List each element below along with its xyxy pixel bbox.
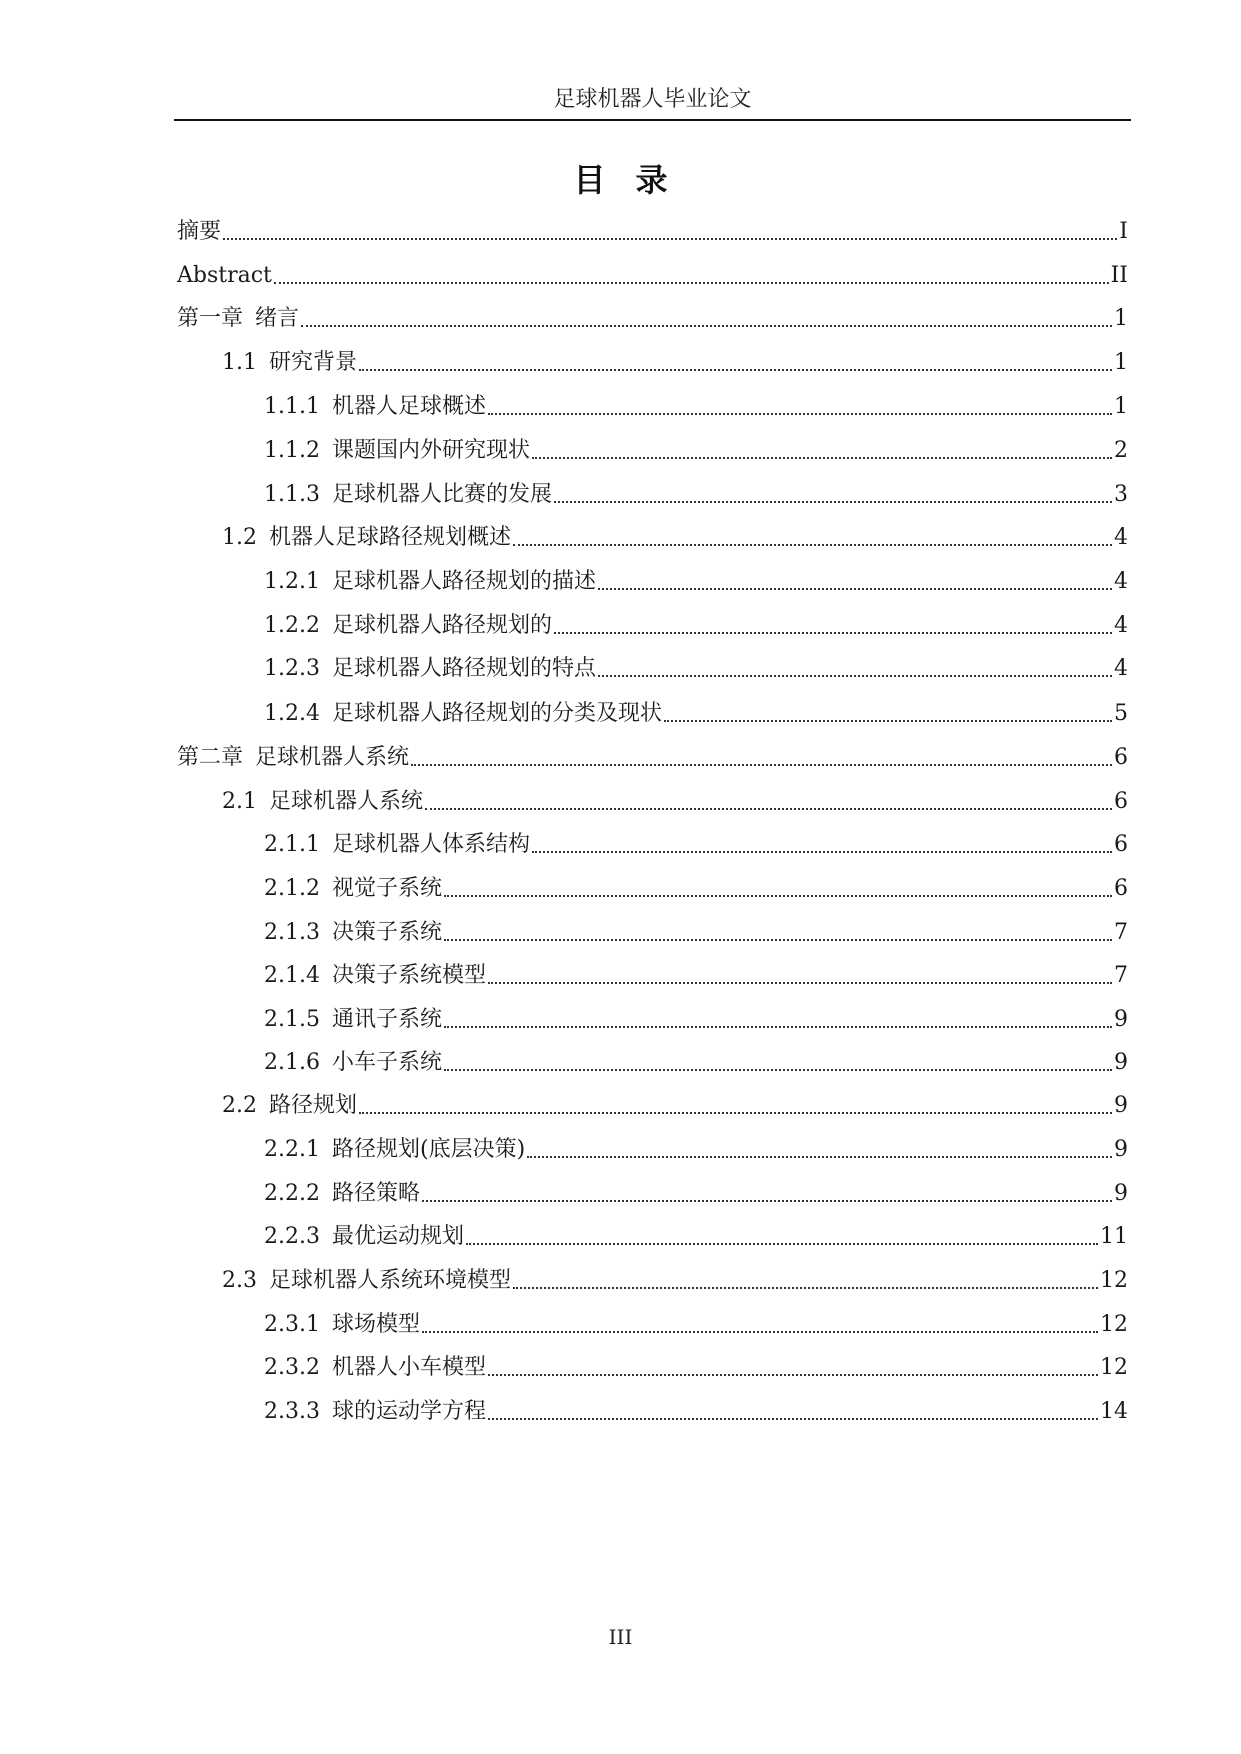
toc-dot-leader <box>444 875 1112 903</box>
toc-dot-leader <box>466 1223 1098 1251</box>
toc-dot-leader <box>488 1354 1098 1382</box>
toc-entry[interactable] <box>264 1305 1128 1339</box>
toc-dot-leader <box>554 481 1112 509</box>
toc-dot-leader <box>411 744 1112 772</box>
toc-entry[interactable] <box>264 1392 1128 1426</box>
toc-entry-number: 2.2 <box>222 1093 257 1118</box>
toc-dot-leader <box>444 919 1112 947</box>
toc-entry[interactable] <box>222 343 1128 377</box>
toc-entry-number: 2.1.6 <box>264 1050 320 1075</box>
toc-entry[interactable] <box>264 869 1128 903</box>
toc-entry-page: 9 <box>1114 1007 1128 1032</box>
toc-entry-number: 第一章 <box>177 306 244 331</box>
toc-entry-number: 2.2.3 <box>264 1224 320 1249</box>
toc-entry-title: 足球机器人系统 <box>255 745 410 770</box>
toc-dot-leader <box>359 1092 1112 1120</box>
toc-dot-leader <box>488 962 1112 990</box>
toc-entry-number: 2.3.1 <box>264 1312 320 1337</box>
toc-entry-number: 1.2.2 <box>264 613 320 638</box>
toc-dot-leader <box>488 393 1112 421</box>
toc-entry-page: I <box>1119 219 1128 244</box>
toc-entry-number: 1.2.1 <box>264 569 320 594</box>
toc-entry[interactable] <box>264 825 1128 859</box>
toc-entry-title: 足球机器人路径规划的分类及现状 <box>331 701 662 726</box>
toc-entry[interactable] <box>177 256 1128 290</box>
toc-entry-title: 足球机器人系统环境模型 <box>269 1268 512 1293</box>
toc-entry-number: 1.2.4 <box>264 701 320 726</box>
toc-entry-page: 9 <box>1114 1050 1128 1075</box>
toc-entry[interactable] <box>264 431 1128 465</box>
toc-entry-page: 12 <box>1100 1268 1128 1293</box>
toc-entry-page: 6 <box>1114 832 1128 857</box>
toc-entry-title: 决策子系统模型 <box>331 963 486 988</box>
toc-dot-leader <box>359 349 1112 377</box>
toc-entry-page: 4 <box>1114 569 1128 594</box>
toc-dot-leader <box>598 655 1112 683</box>
toc-entry-title: 通讯子系统 <box>331 1007 442 1032</box>
toc-entry[interactable] <box>264 606 1128 640</box>
toc-entry-page: 11 <box>1100 1224 1128 1249</box>
page-header: 足球机器人毕业论文 <box>553 87 752 112</box>
toc-dot-leader <box>223 218 1117 246</box>
toc-entry-page: 4 <box>1114 525 1128 550</box>
toc-entry-page: 9 <box>1114 1137 1128 1162</box>
toc-entry-title: 足球机器人路径规划的描述 <box>331 569 596 594</box>
toc-entry-title: 绪言 <box>255 306 300 331</box>
toc-entry-title: 路径规划(底层决策) <box>331 1137 526 1162</box>
toc-dot-leader <box>532 831 1112 859</box>
toc-dot-leader <box>664 700 1112 728</box>
toc-entry-number: 2.2.2 <box>264 1181 320 1206</box>
toc-dot-leader <box>532 437 1112 465</box>
toc-entry-title: 足球机器人系统 <box>269 789 424 814</box>
toc-entry[interactable] <box>222 1261 1128 1295</box>
toc-entry-page: 6 <box>1114 876 1128 901</box>
toc-entry-page: 6 <box>1114 789 1128 814</box>
toc-entry-title: 最优运动规划 <box>331 1224 464 1249</box>
toc-entry[interactable] <box>177 738 1128 772</box>
toc-entry-title: 机器人足球概述 <box>331 394 486 419</box>
toc-entry-title: 足球机器人体系结构 <box>331 832 530 857</box>
toc-entry-page: 2 <box>1114 438 1128 463</box>
toc-entry[interactable] <box>264 1130 1128 1164</box>
toc-entry[interactable] <box>264 562 1128 596</box>
toc-entry-number: 2.1.2 <box>264 876 320 901</box>
toc-dot-leader <box>301 305 1112 333</box>
toc-entry-page: 7 <box>1114 920 1128 945</box>
toc-entry-title: 足球机器人比赛的发展 <box>331 482 552 507</box>
toc-entry-page: 9 <box>1114 1181 1128 1206</box>
toc-dot-leader <box>422 1311 1098 1339</box>
toc-entry[interactable] <box>264 913 1128 947</box>
toc-entry-title: Abstract <box>177 263 272 288</box>
toc-entry-page: 12 <box>1100 1355 1128 1380</box>
toc-entry-page: 1 <box>1114 306 1128 331</box>
toc-entry-page: 5 <box>1114 701 1128 726</box>
toc-entry-number: 2.1.4 <box>264 963 320 988</box>
toc-entry-title: 路径规划 <box>269 1093 358 1118</box>
toc-entry-number: 第二章 <box>177 745 244 770</box>
toc-entry-title: 路径策略 <box>331 1181 420 1206</box>
toc-entry[interactable] <box>264 1174 1128 1208</box>
toc-dot-leader <box>513 1267 1098 1295</box>
toc-dot-leader <box>527 1136 1112 1164</box>
toc-entry-page: 9 <box>1114 1093 1128 1118</box>
toc-entry-page: 7 <box>1114 963 1128 988</box>
toc-entry-number: 1.2 <box>222 525 257 550</box>
toc-entry-number: 1.2.3 <box>264 656 320 681</box>
toc-entry-title: 决策子系统 <box>331 920 442 945</box>
toc-entry-title: 摘要 <box>177 219 222 244</box>
toc-entry-number: 2.1.3 <box>264 920 320 945</box>
toc-entry-number: 1.1.3 <box>264 482 320 507</box>
toc-entry-page: 6 <box>1114 745 1128 770</box>
toc-entry-title: 研究背景 <box>269 350 358 375</box>
toc-entry[interactable] <box>264 475 1128 509</box>
toc-entry-page: 3 <box>1114 482 1128 507</box>
toc-entry-number: 2.1.5 <box>264 1007 320 1032</box>
toc-dot-leader <box>598 568 1112 596</box>
toc-entry-title: 球的运动学方程 <box>331 1399 486 1424</box>
toc-entry-number: 2.2.1 <box>264 1137 320 1162</box>
toc-entry-title: 足球机器人路径规划的特点 <box>331 656 596 681</box>
toc-dot-leader <box>422 1180 1112 1208</box>
toc-entry-page: 4 <box>1114 613 1128 638</box>
toc-entry[interactable] <box>177 212 1128 246</box>
toc-entry-number: 2.1 <box>222 789 257 814</box>
toc-entry-title: 小车子系统 <box>331 1050 442 1075</box>
toc-entry[interactable] <box>222 518 1128 552</box>
toc-dot-leader <box>513 524 1112 552</box>
toc-entry[interactable] <box>222 1086 1128 1120</box>
toc-entry-number: 1.1.1 <box>264 394 320 419</box>
toc-entry-title: 机器人小车模型 <box>331 1355 486 1380</box>
toc-entry[interactable] <box>264 956 1128 990</box>
toc-dot-leader <box>488 1398 1098 1426</box>
toc-dot-leader <box>444 1006 1112 1034</box>
toc-entry-number: 2.3 <box>222 1268 257 1293</box>
toc-entry[interactable] <box>264 1043 1128 1077</box>
toc-entry-page: 4 <box>1114 656 1128 681</box>
toc-dot-leader <box>444 1049 1112 1077</box>
toc-entry-title: 课题国内外研究现状 <box>331 438 530 463</box>
toc-entry-page: 1 <box>1114 394 1128 419</box>
toc-entry-title: 视觉子系统 <box>331 876 442 901</box>
toc-entry-title: 机器人足球路径规划概述 <box>269 525 512 550</box>
page-number: III <box>608 1625 633 1649</box>
toc-entry[interactable] <box>264 694 1128 728</box>
toc-entry-number: 1.1.2 <box>264 438 320 463</box>
toc-entry-number: 2.3.3 <box>264 1399 320 1424</box>
toc-entry[interactable] <box>222 782 1128 816</box>
toc-entry-number: 1.1 <box>222 350 257 375</box>
toc-dot-leader <box>425 788 1112 816</box>
toc-entry-page: II <box>1110 263 1128 288</box>
toc-entry[interactable] <box>264 649 1128 683</box>
toc-entry[interactable] <box>264 1348 1128 1382</box>
toc-title: 目录 <box>573 161 698 199</box>
toc-entry-page: 14 <box>1100 1399 1128 1424</box>
toc-entry-title: 足球机器人路径规划的 <box>331 613 552 638</box>
toc-entry-number: 2.1.1 <box>264 832 320 857</box>
toc-entry-number: 2.3.2 <box>264 1355 320 1380</box>
toc-dot-leader <box>274 262 1109 290</box>
toc-entry[interactable] <box>264 387 1128 421</box>
toc-dot-leader <box>554 612 1112 640</box>
toc-entry-title: 球场模型 <box>331 1312 420 1337</box>
toc-entry[interactable] <box>177 299 1128 333</box>
toc-entry[interactable] <box>264 1217 1128 1251</box>
toc-entry-page: 12 <box>1100 1312 1128 1337</box>
toc-entry[interactable] <box>264 1000 1128 1034</box>
toc-entry-page: 1 <box>1114 350 1128 375</box>
